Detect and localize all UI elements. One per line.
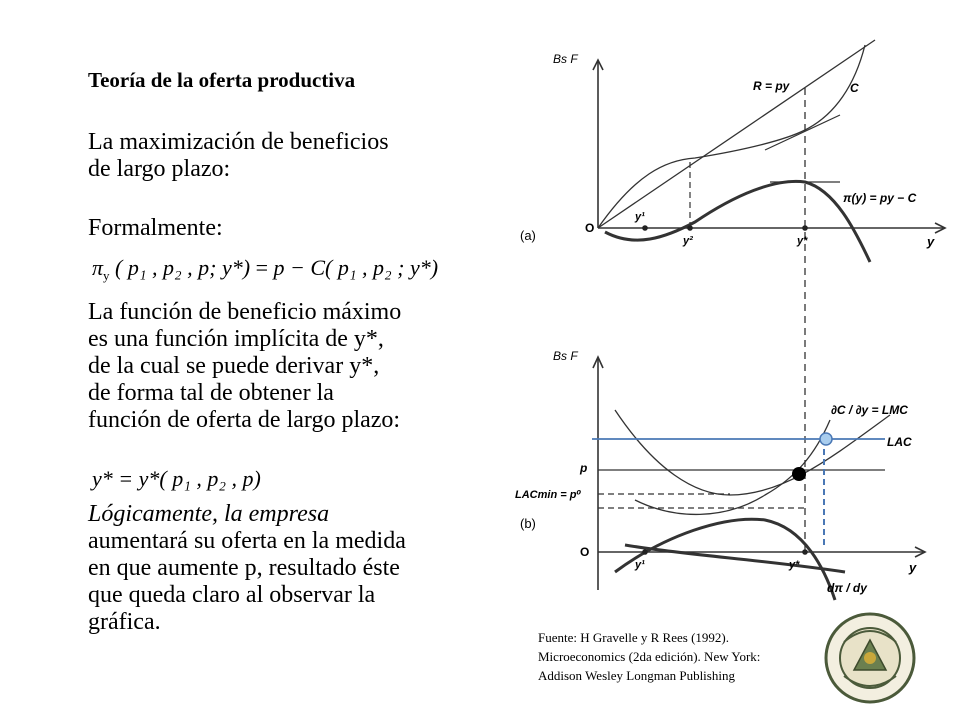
paragraph2-line-3: en que aumente p, resultado éste	[88, 555, 400, 581]
top-tick-y2: y²	[683, 235, 693, 247]
bottom-panel-label: (b)	[520, 516, 536, 531]
eq2-text: y* = y*( p₁ , p₂ , p)	[92, 466, 261, 491]
bottom-origin-label: O	[580, 545, 590, 559]
derivative-curve	[625, 545, 845, 572]
revenue-label: R = py	[753, 79, 790, 93]
slide-title: Teoría de la oferta productiva	[88, 68, 356, 92]
bottom-profit-curve	[615, 519, 835, 600]
eq1-sub: y	[103, 268, 110, 283]
supply-equation	[92, 466, 261, 492]
bottom-tick-y1: y¹	[635, 559, 645, 571]
top-tick-ystar: y*	[797, 235, 808, 247]
university-seal-icon	[824, 612, 916, 704]
source-caption	[538, 628, 760, 685]
profit-label: π(y) = py − C	[843, 191, 917, 205]
y1-point	[642, 225, 648, 231]
paragraph2-line-2: aumentará su oferta en la medida	[88, 528, 406, 554]
profit-supply-diagram	[505, 0, 955, 615]
top-tick-y1: y¹	[635, 211, 645, 223]
top-origin-label: O	[585, 221, 595, 235]
paragraph1-line-1: La función de beneficio máximo	[88, 299, 402, 325]
bottom-ystar-point	[802, 549, 808, 555]
price-label: p	[580, 461, 588, 475]
lac-label: LAC	[887, 435, 912, 449]
lac-curve	[615, 410, 890, 495]
paragraph1-line-5: función de oferta de largo plazo:	[88, 407, 401, 433]
cost-tangent	[765, 115, 840, 150]
top-x-axis-label: y	[927, 234, 935, 249]
tangency-point	[792, 467, 806, 481]
highlight-point	[820, 433, 832, 445]
eq1-args: ( p₁ , p₂ , p; y*)	[115, 255, 251, 280]
paragraph1-line-3: de la cual se puede derivar y*,	[88, 353, 380, 379]
caption-line-2: Microeconomics (2da edición). New York:	[538, 649, 761, 664]
bottom-tick-ystar: y*	[789, 559, 800, 571]
bottom-x-axis-label: y	[909, 560, 917, 575]
eq1-equals: =	[255, 255, 268, 280]
ystar-point	[802, 225, 808, 231]
lmc-label: ∂C / ∂y = LMC	[831, 403, 908, 417]
deriv-label: dπ / dy	[827, 581, 867, 595]
top-panel-label: (a)	[520, 228, 536, 243]
y2-point	[687, 225, 693, 231]
formally-label: Formalmente:	[88, 215, 223, 241]
bottom-y1-point	[642, 549, 648, 555]
paragraph1-line-4: de forma tal de obtener la	[88, 380, 334, 406]
lacmin-label: LACmin = p⁰	[515, 489, 582, 501]
eq1-rhs: p − C( p₁ , p₂ ; y*)	[273, 255, 439, 280]
paragraph1-line-2: es una función implícita de y*,	[88, 326, 384, 352]
subtitle-line-1: La maximización de beneficios	[88, 129, 389, 155]
eq1-pi: π	[92, 255, 104, 280]
bottom-y-axis-label: Bs F	[553, 349, 578, 363]
paragraph2-line-5: gráfica.	[88, 609, 161, 635]
caption-line-1: Fuente: H Gravelle y R Rees (1992).	[538, 630, 729, 645]
paragraph2-line-1: Lógicamente, la empresa	[88, 501, 330, 527]
subtitle-line-2: de largo plazo:	[88, 156, 231, 182]
caption-line-3: Addison Wesley Longman Publishing	[538, 668, 735, 683]
cost-label: C	[850, 81, 859, 95]
profit-equation	[92, 255, 438, 284]
paragraph2-line-4: que queda claro al observar la	[88, 582, 376, 608]
top-y-axis-label: Bs F	[553, 52, 578, 66]
